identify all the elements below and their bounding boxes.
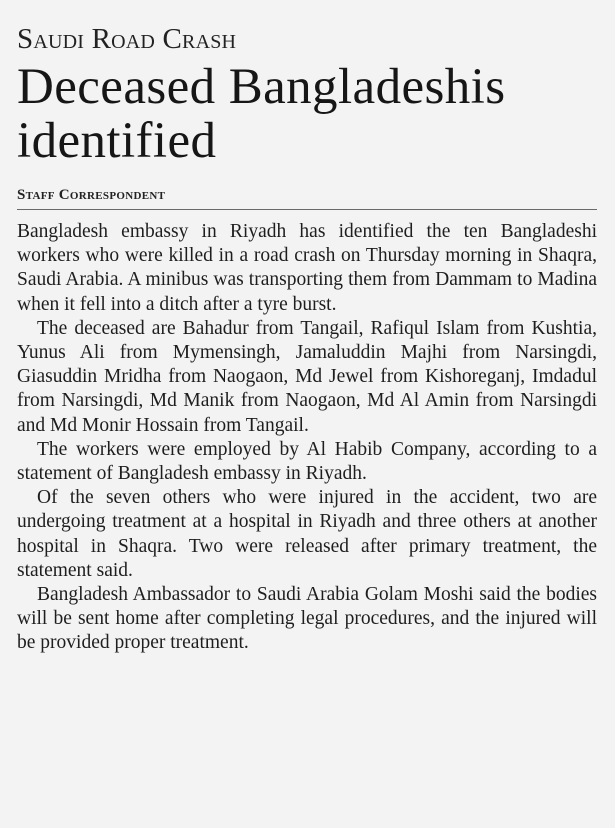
article-body bbox=[17, 220, 597, 656]
article-paragraph: Bangladesh Ambassador to Saudi Arabia Golam Moshi said the bodies will be sent home after completing legal procedures, and the injured will be provided proper treatment. bbox=[17, 584, 597, 654]
section-kicker: Saudi Road Crash bbox=[17, 23, 237, 55]
byline: Staff Correspondent bbox=[17, 187, 166, 203]
headline: Deceased Bangladeshis identified bbox=[17, 59, 506, 169]
article-paragraph: The workers were employed by Al Habib Company, according to a statement of Bangladesh embassy in Riyadh. bbox=[17, 438, 597, 485]
byline-divider bbox=[17, 209, 597, 210]
article-paragraph: Of the seven others who were injured in the accident, two are undergoing treatment at a hospital in Riyadh and three others at another hospital in Shaqra. Two were released after primary treatment, the statement said. bbox=[17, 487, 597, 581]
article-paragraph: Bangladesh embassy in Riyadh has identified the ten Bangladeshi workers who were killed in a road crash on Thursday morning in Shaqra, Saudi Arabia. A minibus was transporting them from Dammam to Madina when it fell into a ditch after a tyre burst. bbox=[17, 221, 597, 315]
article-paragraph: The deceased are Bahadur from Tangail, Rafiqul Islam from Kushtia, Yunus Ali from Mymensingh, Jamaluddin Majhi from Narsingdi, Giasuddin Mridha from Naogaon, Md Jewel from Kishoreganj, Imdadul from Narsingdi, Md Manik from Naogaon, Md Al Amin from Narsingdi and Md Monir Hossain from Tangail. bbox=[17, 317, 597, 436]
